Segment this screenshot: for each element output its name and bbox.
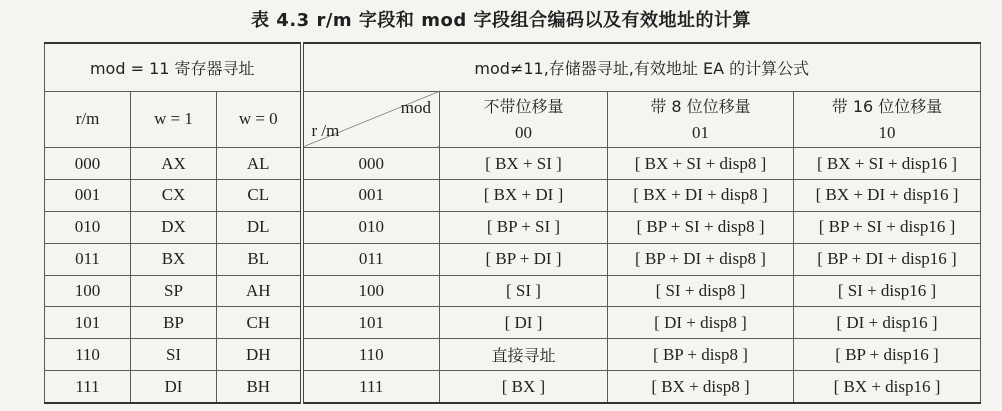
cell-mod10: [ BP + disp16 ] xyxy=(794,339,981,371)
header-mod01: 01 xyxy=(608,119,794,147)
cell-rm: 100 xyxy=(45,275,131,307)
group-register-mode: mod = 11 寄存器寻址 xyxy=(45,43,302,91)
cell-w0: DH xyxy=(217,339,302,371)
diag-rm-label: r /m xyxy=(311,121,340,141)
table-row xyxy=(45,275,981,307)
cell-mod10: [ BX + DI + disp16 ] xyxy=(794,179,981,211)
cell-w1: SI xyxy=(131,339,217,371)
cell-mod00: [ BX + DI ] xyxy=(440,179,608,211)
table-row xyxy=(45,211,981,243)
cell-mod00: [ BX ] xyxy=(440,371,608,403)
cell-rm: 010 xyxy=(45,211,131,243)
header-mod10: 10 xyxy=(794,119,981,147)
table-caption: 表 4.3 r/m 字段和 mod 字段组合编码以及有效地址的计算 xyxy=(251,10,751,31)
cell-rm-mem: 001 xyxy=(302,179,440,211)
cell-w0: CL xyxy=(217,179,302,211)
header-w0: w = 0 xyxy=(217,91,302,147)
cell-mod10: [ BX + SI + disp16 ] xyxy=(794,148,981,180)
cell-w1: AX xyxy=(131,148,217,180)
diag-mod-label: mod xyxy=(400,97,431,117)
group-header-row xyxy=(45,43,981,91)
addressing-table xyxy=(44,42,981,404)
cell-rm-mem: 100 xyxy=(302,275,440,307)
cell-w0: AL xyxy=(217,148,302,180)
cell-w0: BL xyxy=(217,243,302,275)
table-body xyxy=(45,148,981,403)
cell-rm-mem: 110 xyxy=(302,339,440,371)
header-mod00: 00 xyxy=(440,119,608,147)
cell-w1: SP xyxy=(131,275,217,307)
header-w1: w = 1 xyxy=(131,91,217,147)
cell-rm: 011 xyxy=(45,243,131,275)
cell-rm: 000 xyxy=(45,148,131,180)
cell-mod01: [ BX + DI + disp8 ] xyxy=(608,179,794,211)
cell-mod00: 直接寻址 xyxy=(440,339,608,371)
cell-mod10: [ BP + DI + disp16 ] xyxy=(794,243,981,275)
cell-w1: BX xyxy=(131,243,217,275)
table-row xyxy=(45,243,981,275)
header-disp8: 带 8 位位移量 xyxy=(608,91,794,119)
cell-mod01: [ SI + disp8 ] xyxy=(608,275,794,307)
header-diagonal-cell xyxy=(302,91,440,147)
cell-mod01: [ BX + SI + disp8 ] xyxy=(608,148,794,180)
cell-w1: BP xyxy=(131,307,217,339)
cell-mod01: [ BX + disp8 ] xyxy=(608,371,794,403)
cell-rm: 001 xyxy=(45,179,131,211)
cell-rm-mem: 010 xyxy=(302,211,440,243)
table-row xyxy=(45,371,981,403)
table-row xyxy=(45,148,981,180)
table-row xyxy=(45,339,981,371)
cell-mod01: [ BP + DI + disp8 ] xyxy=(608,243,794,275)
cell-rm: 110 xyxy=(45,339,131,371)
group-memory-mode: mod≠11,存储器寻址,有效地址 EA 的计算公式 xyxy=(302,43,981,91)
header-rm: r/m xyxy=(45,91,131,147)
cell-rm: 101 xyxy=(45,307,131,339)
cell-w0: BH xyxy=(217,371,302,403)
cell-mod00: [ BP + DI ] xyxy=(440,243,608,275)
cell-mod01: [ BP + SI + disp8 ] xyxy=(608,211,794,243)
cell-rm-mem: 111 xyxy=(302,371,440,403)
table-row xyxy=(45,307,981,339)
cell-mod10: [ SI + disp16 ] xyxy=(794,275,981,307)
cell-mod10: [ BP + SI + disp16 ] xyxy=(794,211,981,243)
header-no-disp: 不带位移量 xyxy=(440,91,608,119)
cell-w1: CX xyxy=(131,179,217,211)
header-row-1 xyxy=(45,91,981,119)
cell-w0: AH xyxy=(217,275,302,307)
cell-w1: DX xyxy=(131,211,217,243)
cell-mod00: [ BX + SI ] xyxy=(440,148,608,180)
cell-mod01: [ BP + disp8 ] xyxy=(608,339,794,371)
cell-mod00: [ SI ] xyxy=(440,275,608,307)
cell-mod01: [ DI + disp8 ] xyxy=(608,307,794,339)
cell-w1: DI xyxy=(131,371,217,403)
cell-rm: 111 xyxy=(45,371,131,403)
cell-rm-mem: 011 xyxy=(302,243,440,275)
cell-mod10: [ DI + disp16 ] xyxy=(794,307,981,339)
cell-w0: CH xyxy=(217,307,302,339)
table-row xyxy=(45,179,981,211)
cell-mod10: [ BX + disp16 ] xyxy=(794,371,981,403)
cell-rm-mem: 000 xyxy=(302,148,440,180)
cell-w0: DL xyxy=(217,211,302,243)
cell-mod00: [ DI ] xyxy=(440,307,608,339)
cell-mod00: [ BP + SI ] xyxy=(440,211,608,243)
header-disp16: 带 16 位位移量 xyxy=(794,91,981,119)
cell-rm-mem: 101 xyxy=(302,307,440,339)
